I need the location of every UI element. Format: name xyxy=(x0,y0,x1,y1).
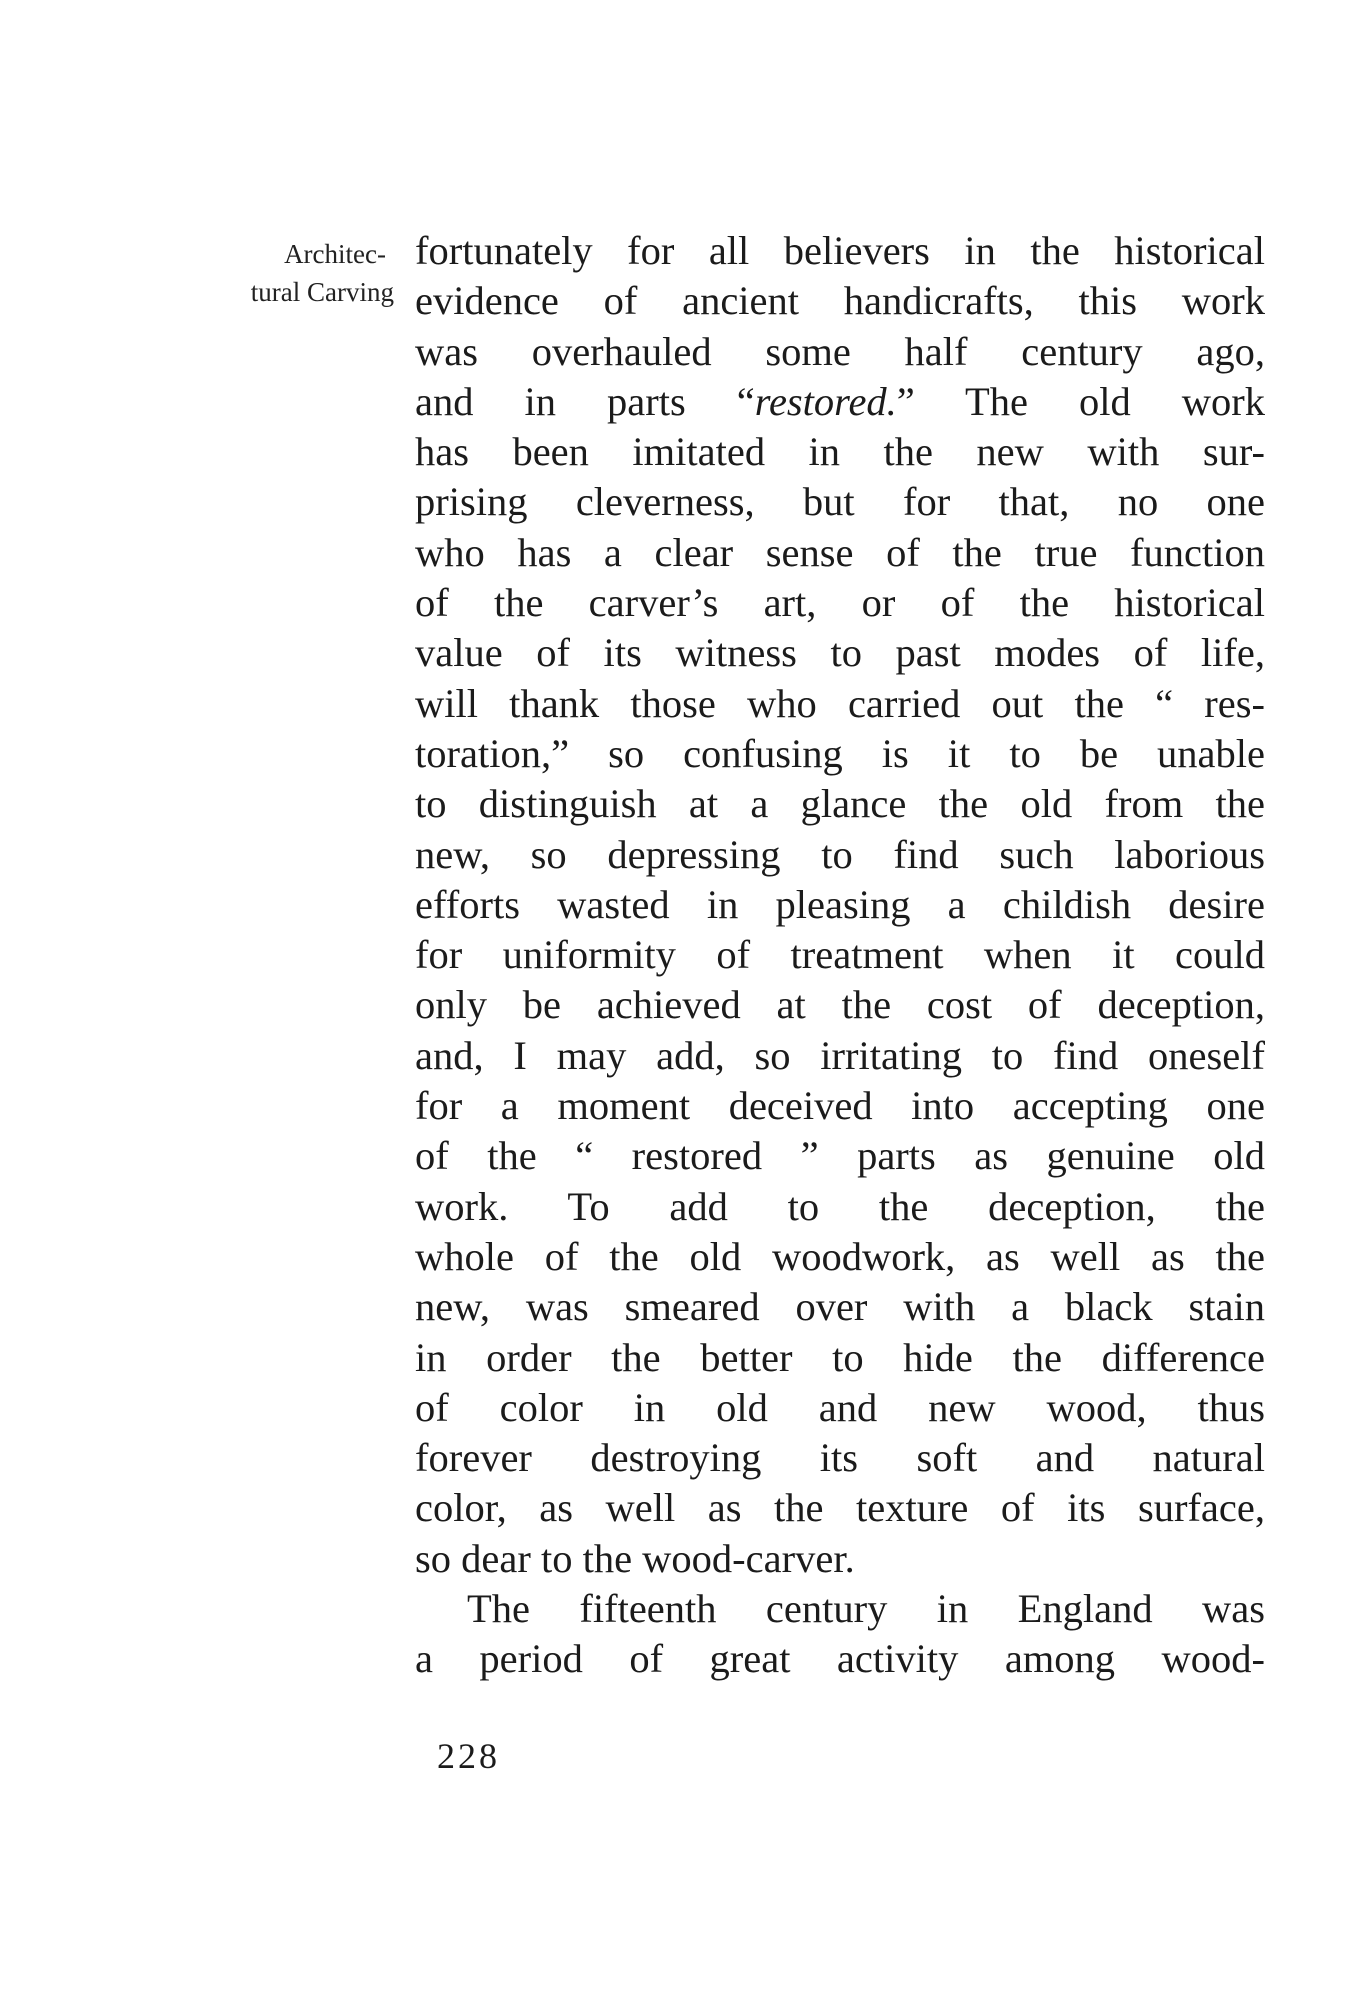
text-line: a period of great activity among wood- xyxy=(415,1636,1265,1682)
text-line: to distinguish at a glance the old from the xyxy=(415,781,1265,827)
text-line: color, as well as the texture of its surface, xyxy=(415,1485,1265,1531)
text-line: will thank those who carried out the “ res- xyxy=(415,680,1265,726)
text-line: The fifteenth century in England was xyxy=(467,1586,1265,1632)
text-line: new, was smeared over with a black stain xyxy=(415,1284,1265,1330)
margin-note xyxy=(154,235,394,311)
text-line: who has a clear sense of the true function xyxy=(415,529,1265,575)
margin-note-line-1: Architec- xyxy=(284,239,386,269)
text-line: and, I may add, so irritating to find oneself xyxy=(415,1032,1265,1078)
text-segment: and in parts “ xyxy=(415,378,755,424)
text-line: efforts wasted in pleasing a childish desire xyxy=(415,881,1265,927)
text-line: whole of the old woodwork, as well as the xyxy=(415,1233,1265,1279)
text-line: forever destroying its soft and natural xyxy=(415,1435,1265,1481)
text-line xyxy=(415,377,1265,427)
text-line: of the carver’s art, or of the historical xyxy=(415,580,1265,626)
text-line: in order the better to hide the difference xyxy=(415,1334,1265,1380)
text-line: for uniformity of treatment when it could xyxy=(415,932,1265,978)
page-number: 228 xyxy=(437,1736,500,1776)
text-line: of color in old and new wood, thus xyxy=(415,1384,1265,1430)
text-line: value of its witness to past modes of life, xyxy=(415,630,1265,676)
text-line: toration,” so confusing is it to be unable xyxy=(415,730,1265,776)
text-line: only be achieved at the cost of deception, xyxy=(415,982,1265,1028)
text-segment: ” The old work xyxy=(896,378,1265,424)
margin-note-line-2: tural Carving xyxy=(250,277,394,307)
text-line: so dear to the wood-carver. xyxy=(415,1535,855,1581)
text-line: prising cleverness, but for that, no one xyxy=(415,479,1265,525)
text-line: of the “ restored ” parts as genuine old xyxy=(415,1133,1265,1179)
text-line: fortunately for all believers in the historical xyxy=(415,228,1265,273)
text-line: evidence of ancient handicrafts, this work xyxy=(415,278,1265,324)
text-line: work. To add to the deception, the xyxy=(415,1183,1265,1229)
body-text xyxy=(415,226,1265,1685)
italic-word-restored: restored. xyxy=(754,378,897,424)
text-line: has been imitated in the new with sur- xyxy=(415,429,1265,475)
text-line: was overhauled some half century ago, xyxy=(415,328,1265,374)
text-line: for a moment deceived into accepting one xyxy=(415,1083,1265,1129)
text-line: new, so depressing to find such laborious xyxy=(415,831,1265,877)
